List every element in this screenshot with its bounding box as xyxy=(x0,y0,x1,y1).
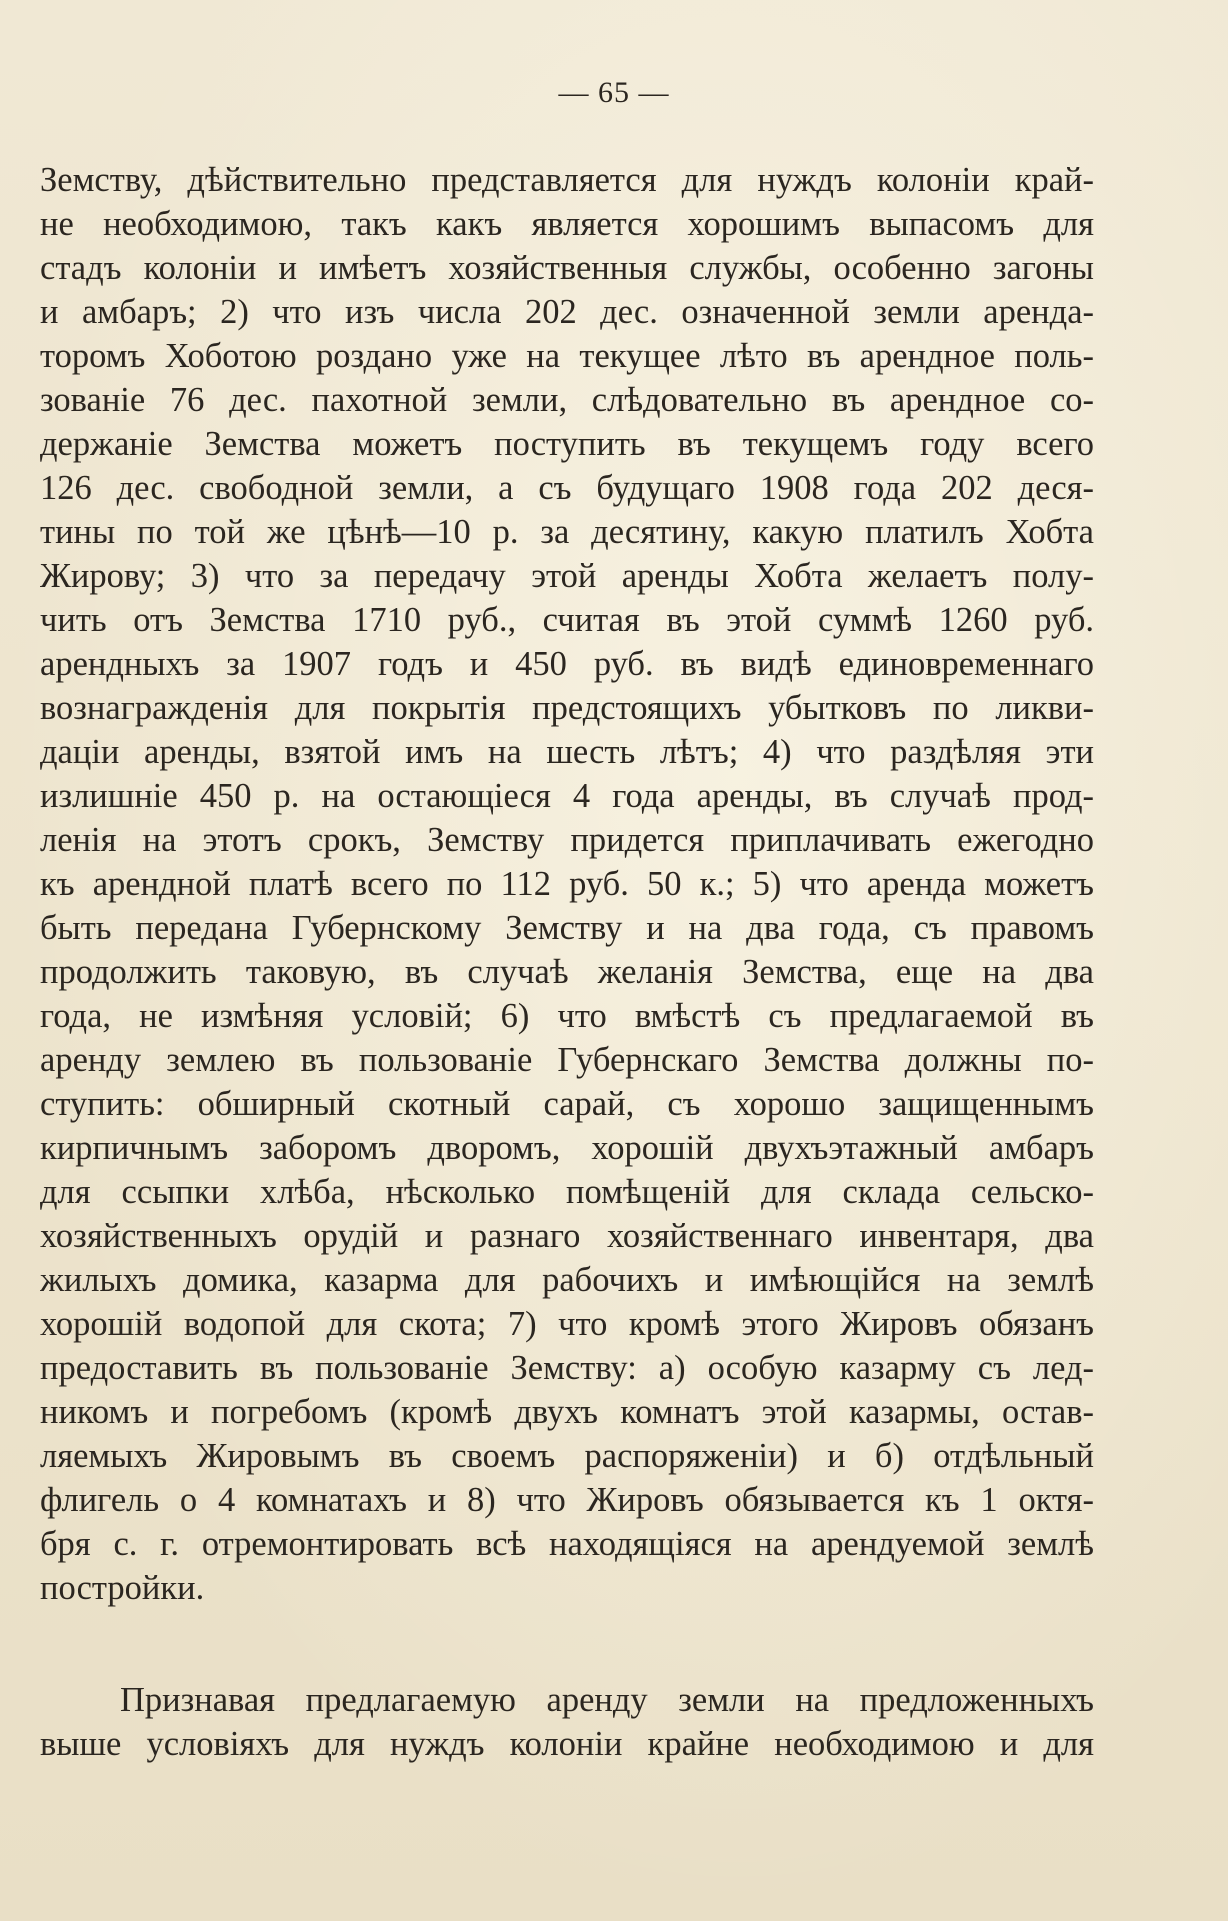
text-line: бря с. г. отремонтировать всѣ находящіяся на арендуемой землѣ xyxy=(40,1525,1094,1563)
text-line: Земству, дѣйствительно представляется для нуждъ колоніи край- xyxy=(40,161,1094,199)
paragraph-2 xyxy=(40,1678,1094,1766)
paragraph-1 xyxy=(40,158,1094,1610)
text-line: даціи аренды, взятой имъ на шесть лѣтъ; 4) что раздѣляя эти xyxy=(40,733,1094,771)
text-line: и амбаръ; 2) что изъ числа 202 дес. означенной земли аренда- xyxy=(40,293,1094,331)
text-line: излишніе 450 р. на остающіеся 4 года аренды, въ случаѣ прод- xyxy=(40,777,1094,815)
text-line: кирпичнымъ заборомъ дворомъ, хорошій двухъэтажный амбаръ xyxy=(40,1129,1094,1167)
text-line: быть передана Губернскому Земству и на два года, съ правомъ xyxy=(40,909,1094,947)
text-line: флигель о 4 комнатахъ и 8) что Жировъ обязывается къ 1 октя- xyxy=(40,1481,1094,1519)
text-line: не необходимою, такъ какъ является хорошимъ выпасомъ для xyxy=(40,205,1094,243)
text-line: предоставить въ пользованіе Земству: а) особую казарму съ лед- xyxy=(40,1349,1094,1387)
text-line: Жирову; 3) что за передачу этой аренды Хобта желаетъ полу- xyxy=(40,557,1094,595)
text-line: арендныхъ за 1907 годъ и 450 руб. въ видѣ единовременнаго xyxy=(40,645,1094,683)
page-number: — 65 — xyxy=(558,76,670,109)
text-line: хорошій водопой для скота; 7) что кромѣ этого Жировъ обязанъ xyxy=(40,1305,1094,1343)
text-line: ленія на этотъ срокъ, Земству придется приплачивать ежегодно xyxy=(40,821,1094,859)
text-line: продолжить таковую, въ случаѣ желанія Земства, еще на два xyxy=(40,953,1094,991)
text-line: торомъ Хоботою роздано уже на текущее лѣто въ арендное поль- xyxy=(40,337,1094,375)
text-line: къ арендной платѣ всего по 112 руб. 50 к.; 5) что аренда можетъ xyxy=(40,865,1094,903)
text-line: стадъ колоніи и имѣетъ хозяйственныя службы, особенно загоны xyxy=(40,249,1094,287)
text-line: держаніе Земства можетъ поступить въ текущемъ году всего xyxy=(40,425,1094,463)
text-line: вознагражденія для покрытія предстоящихъ убытковъ по ликви- xyxy=(40,689,1094,727)
text-line: чить отъ Земства 1710 руб., считая въ этой суммѣ 1260 руб. xyxy=(40,601,1094,639)
text-line: хозяйственныхъ орудій и разнаго хозяйственнаго инвентаря, два xyxy=(40,1217,1094,1255)
text-line: тины по той же цѣнѣ—10 р. за десятину, какую платилъ Хобта xyxy=(40,513,1094,551)
text-line: жилыхъ домика, казарма для рабочихъ и имѣющійся на землѣ xyxy=(40,1261,1094,1299)
text-line: выше условіяхъ для нуждъ колоніи крайне необходимою и для xyxy=(40,1725,1094,1763)
text-line: Признавая предлагаемую аренду земли на предложенныхъ xyxy=(120,1681,1094,1719)
text-line: для ссыпки хлѣба, нѣсколько помѣщеній для склада сельско- xyxy=(40,1173,1094,1211)
text-line: ляемыхъ Жировымъ въ своемъ распоряженіи) и б) отдѣльный xyxy=(40,1437,1094,1475)
text-line: зованіе 76 дес. пахотной земли, слѣдовательно въ арендное со- xyxy=(40,381,1094,419)
text-line: ступить: обширный скотный сарай, съ хорошо защищеннымъ xyxy=(40,1085,1094,1123)
text-line: аренду землею въ пользованіе Губернскаго Земства должны по- xyxy=(40,1041,1094,1079)
text-line: 126 дес. свободной земли, а съ будущаго 1908 года 202 деся- xyxy=(40,469,1094,507)
text-line: постройки. xyxy=(40,1569,205,1607)
text-line: года, не измѣняя условій; 6) что вмѣстѣ съ предлагаемой въ xyxy=(40,997,1094,1035)
text-line: никомъ и погребомъ (кромѣ двухъ комнатъ этой казармы, остав- xyxy=(40,1393,1094,1431)
